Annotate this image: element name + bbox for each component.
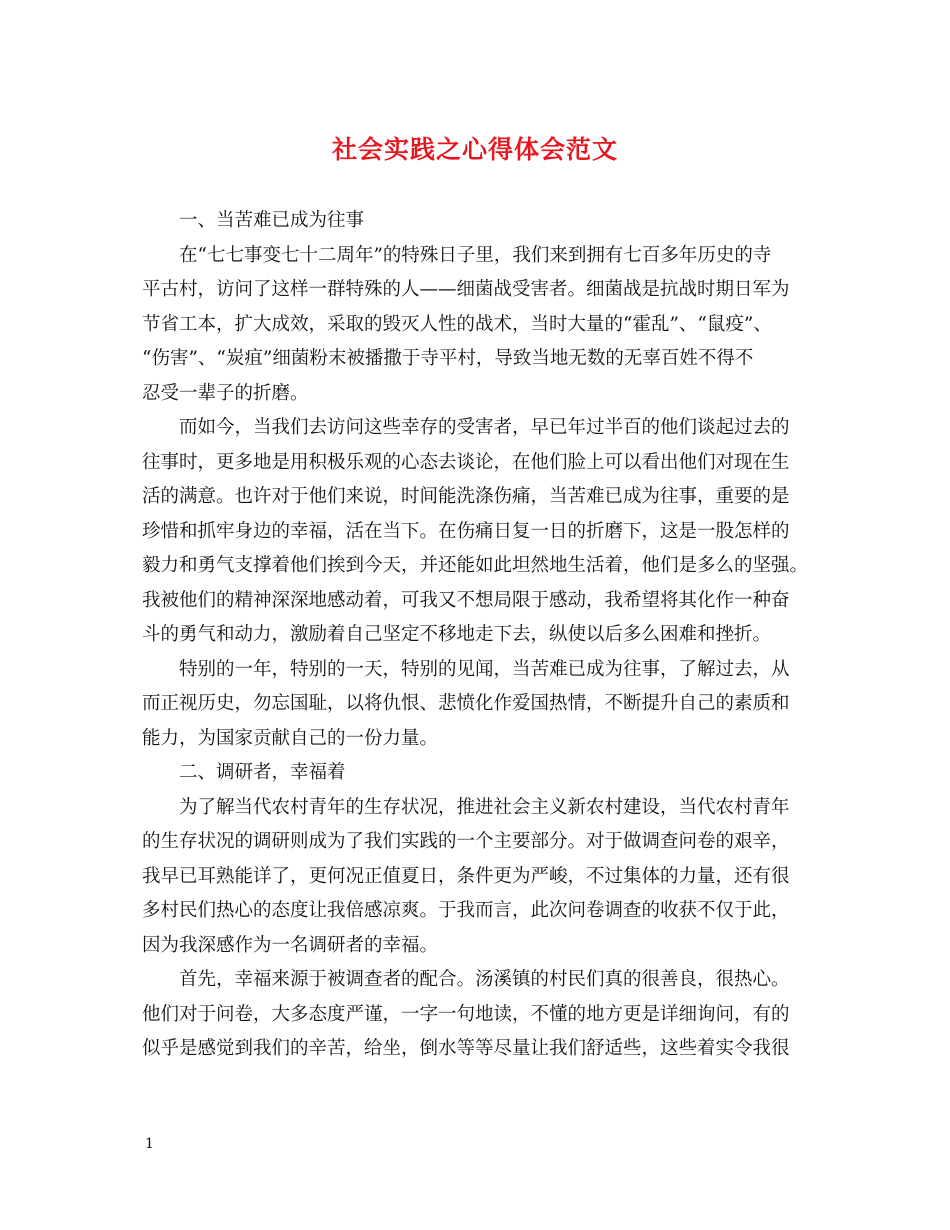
text-line: 二、调研者，幸福着 bbox=[179, 762, 346, 783]
document-title: 社会实践之心得体会范文 bbox=[331, 135, 618, 164]
text-line: 往事时，更多地是用积极乐观的心态去谈论，在他们脸上可以看出他们对现在生 bbox=[142, 451, 790, 473]
text-line: 忍受一辈子的折磨。 bbox=[142, 382, 309, 404]
text-line: 珍惜和抓牢身边的幸福，活在当下。在伤痛日复一日的折磨下，这是一股怎样的 bbox=[142, 520, 790, 542]
text-line: 似乎是感觉到我们的辛苦，给坐，倒水等等尽量让我们舒适些，这些着实令我很 bbox=[142, 1038, 790, 1059]
text-line: 多村民们热心的态度让我倍感凉爽。于我而言，此次问卷调查的收获不仅于此， bbox=[142, 900, 790, 921]
text-line: 首先，幸福来源于被调查者的配合。汤溪镇的村民们真的很善良，很热心。 bbox=[179, 969, 790, 990]
text-line: 他们对于问卷，大多态度严谨，一字一句地读，不懂的地方更是详细询问，有的 bbox=[142, 1003, 790, 1025]
text-line: 为了解当代农村青年的生存状况，推进社会主义新农村建设，当代农村青年 bbox=[179, 796, 790, 818]
text-line: 因为我深感作为一名调研者的幸福。 bbox=[142, 934, 439, 956]
document-body bbox=[142, 204, 812, 1067]
text-line: 而正视历史，勿忘国耻，以将仇恨、悲愤化作爱国热情，不断提升自己的素质和 bbox=[142, 693, 790, 714]
text-line: 毅力和勇气支撑着他们挨到今天，并还能如此坦然地生活着，他们是多么的坚强。 bbox=[142, 555, 809, 576]
text-line: 在“七七事变七十二周年”的特殊日子里，我们来到拥有七百多年历史的寺 bbox=[179, 244, 772, 266]
text-line: 斗的勇气和动力，激励着自己坚定不移地走下去，纵使以后多么困难和挫折。 bbox=[142, 624, 772, 645]
text-line: 平古村，访问了这样一群特殊的人——细菌战受害者。细菌战是抗战时期日军为 bbox=[142, 279, 790, 300]
text-line: 我被他们的精神深深地感动着，可我又不想局限于感动，我希望将其化作一种奋 bbox=[142, 589, 790, 611]
text-line: 特别的一年，特别的一天，特别的见闻，当苦难已成为往事，了解过去，从 bbox=[179, 658, 790, 680]
text-line: 节省工本，扩大成效，采取的毁灭人性的战术，当时大量的“霍乱”、“鼠疫”、 bbox=[142, 313, 772, 335]
page-number: 1 bbox=[145, 1136, 154, 1152]
text-line: 能力，为国家贡献自己的一份力量。 bbox=[142, 727, 439, 749]
text-line: 而如今，当我们去访问这些幸存的受害者，早已年过半百的他们谈起过去的 bbox=[179, 417, 790, 438]
text-line: “伤害”、“炭疽”细菌粉末被播撒于寺平村，导致当地无数的无辜百姓不得不 bbox=[142, 348, 754, 369]
text-line: 我早已耳熟能详了，更何况正值夏日，条件更为严峻，不过集体的力量，还有很 bbox=[142, 865, 790, 887]
text-line: 的生存状况的调研则成为了我们实践的一个主要部分。对于做调查问卷的艰辛， bbox=[142, 831, 790, 852]
text-line: 一、当苦难已成为往事 bbox=[179, 210, 365, 231]
text-line: 活的满意。也许对于他们来说，时间能洗涤伤痛，当苦难已成为往事，重要的是 bbox=[142, 486, 790, 507]
